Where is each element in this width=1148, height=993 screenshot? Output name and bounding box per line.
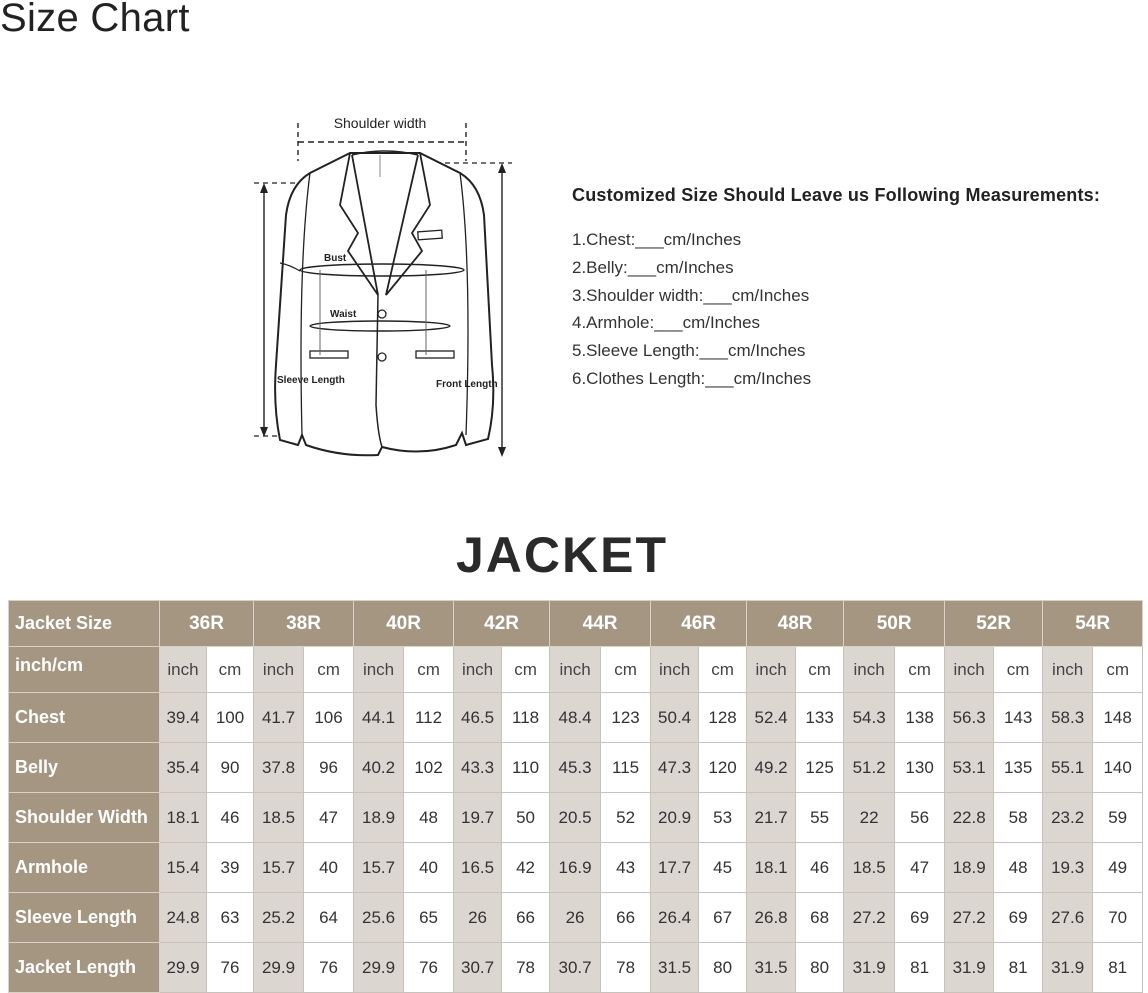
table-cell: 31.9 [1043, 943, 1093, 993]
unit-cm: cm [1093, 647, 1143, 693]
table-cell: 23.2 [1043, 793, 1093, 843]
table-cell: 18.5 [844, 843, 895, 893]
button-icon [378, 353, 386, 361]
table-cell: 55 [796, 793, 844, 843]
table-cell: 30.7 [550, 943, 601, 993]
table-cell: 64 [304, 893, 354, 943]
table-cell: 20.5 [550, 793, 601, 843]
table-cell: 18.5 [254, 793, 304, 843]
table-cell: 48 [994, 843, 1043, 893]
unit-cm: cm [601, 647, 651, 693]
table-cell: 148 [1093, 693, 1143, 743]
table-cell: 50.4 [651, 693, 699, 743]
row-label: Sleeve Length [9, 893, 160, 943]
table-row [9, 693, 1143, 743]
table-cell: 17.7 [651, 843, 699, 893]
page-title: Size Chart [0, 0, 190, 40]
table-cell: 63 [207, 893, 254, 943]
waist-label: Waist [330, 309, 357, 320]
instructions-list [572, 226, 1148, 393]
table-cell: 115 [601, 743, 651, 793]
table-cell: 112 [404, 693, 454, 743]
table-row [9, 893, 1143, 943]
table-cell: 40.2 [354, 743, 404, 793]
table-cell: 90 [207, 743, 254, 793]
table-cell: 40 [304, 843, 354, 893]
unit-inch: inch [354, 647, 404, 693]
table-cell: 15.7 [254, 843, 304, 893]
corner-label: Jacket Size [9, 601, 160, 647]
table-cell: 30.7 [454, 943, 502, 993]
table-row [9, 743, 1143, 793]
table-cell: 106 [304, 693, 354, 743]
table-cell: 29.9 [254, 943, 304, 993]
table-cell: 69 [895, 893, 945, 943]
table-cell: 56.3 [945, 693, 994, 743]
table-cell: 70 [1093, 893, 1143, 943]
size-header: 42R [454, 601, 550, 647]
table-cell: 52.4 [747, 693, 796, 743]
row-label: Jacket Length [9, 943, 160, 993]
unit-inch: inch [454, 647, 502, 693]
table-cell: 16.5 [454, 843, 502, 893]
size-header: 36R [160, 601, 254, 647]
table-cell: 76 [207, 943, 254, 993]
table-cell: 51.2 [844, 743, 895, 793]
unit-inch: inch [651, 647, 699, 693]
table-cell: 27.6 [1043, 893, 1093, 943]
table-cell: 76 [404, 943, 454, 993]
table-cell: 35.4 [160, 743, 207, 793]
table-cell: 96 [304, 743, 354, 793]
table-cell: 59 [1093, 793, 1143, 843]
instruction-item: 5.Sleeve Length:___cm/Inches [572, 341, 806, 361]
size-header: 48R [747, 601, 844, 647]
table-cell: 37.8 [254, 743, 304, 793]
table-cell: 80 [699, 943, 747, 993]
table-cell: 53.1 [945, 743, 994, 793]
table-cell: 26 [550, 893, 601, 943]
size-table [8, 600, 1143, 993]
table-cell: 58.3 [1043, 693, 1093, 743]
table-cell: 20.9 [651, 793, 699, 843]
jacket-diagram [240, 105, 530, 475]
bust-label: Bust [324, 253, 347, 264]
row-label: Armhole [9, 843, 160, 893]
table-cell: 22 [844, 793, 895, 843]
table-cell: 15.4 [160, 843, 207, 893]
table-row [9, 843, 1143, 893]
row-label: Belly [9, 743, 160, 793]
size-header: 50R [844, 601, 945, 647]
unit-cm: cm [502, 647, 550, 693]
table-cell: 18.1 [747, 843, 796, 893]
table-cell: 48.4 [550, 693, 601, 743]
sleeve-length-label: Sleeve Length [277, 375, 345, 386]
size-header: 54R [1043, 601, 1143, 647]
table-cell: 65 [404, 893, 454, 943]
unit-cm: cm [994, 647, 1043, 693]
table-cell: 133 [796, 693, 844, 743]
instruction-item: 3.Shoulder width:___cm/Inches [572, 285, 810, 305]
unit-inch: inch [1043, 647, 1093, 693]
unit-inch: inch [844, 647, 895, 693]
size-header: 52R [945, 601, 1043, 647]
table-cell: 120 [699, 743, 747, 793]
unit-cm: cm [895, 647, 945, 693]
table-cell: 66 [601, 893, 651, 943]
table-cell: 55.1 [1043, 743, 1093, 793]
table-cell: 81 [1093, 943, 1143, 993]
table-cell: 50 [502, 793, 550, 843]
table-cell: 76 [304, 943, 354, 993]
table-unit-row [9, 647, 1143, 693]
table-cell: 18.9 [354, 793, 404, 843]
instructions-title: Customized Size Should Leave us Following Measurements: [572, 185, 1101, 205]
table-cell: 68 [796, 893, 844, 943]
table-row [9, 943, 1143, 993]
table-cell: 49 [1093, 843, 1143, 893]
size-header: 46R [651, 601, 747, 647]
jacket-outline [275, 153, 493, 455]
table-cell: 130 [895, 743, 945, 793]
table-cell: 110 [502, 743, 550, 793]
table-cell: 48 [404, 793, 454, 843]
table-cell: 26 [454, 893, 502, 943]
table-cell: 125 [796, 743, 844, 793]
table-cell: 16.9 [550, 843, 601, 893]
table-cell: 24.8 [160, 893, 207, 943]
table-cell: 18.9 [945, 843, 994, 893]
table-cell: 138 [895, 693, 945, 743]
table-cell: 143 [994, 693, 1043, 743]
table-cell: 29.9 [354, 943, 404, 993]
instruction-item: 4.Armhole:___cm/Inches [572, 313, 761, 333]
table-cell: 69 [994, 893, 1043, 943]
table-cell: 21.7 [747, 793, 796, 843]
size-header: 38R [254, 601, 354, 647]
instruction-item: 6.Clothes Length:___cm/Inches [572, 368, 812, 388]
table-cell: 81 [895, 943, 945, 993]
table-cell: 15.7 [354, 843, 404, 893]
section-title: JACKET [455, 527, 669, 583]
shoulder-width-label: Shoulder width [333, 115, 427, 131]
table-cell: 128 [699, 693, 747, 743]
table-cell: 39.4 [160, 693, 207, 743]
table-cell: 100 [207, 693, 254, 743]
table-cell: 43.3 [454, 743, 502, 793]
table-cell: 25.2 [254, 893, 304, 943]
table-cell: 25.6 [354, 893, 404, 943]
table-cell: 31.5 [747, 943, 796, 993]
unit-cm: cm [404, 647, 454, 693]
unit-inch: inch [550, 647, 601, 693]
table-cell: 29.9 [160, 943, 207, 993]
table-cell: 19.7 [454, 793, 502, 843]
table-cell: 31.5 [651, 943, 699, 993]
row-label: Chest [9, 693, 160, 743]
table-cell: 19.3 [1043, 843, 1093, 893]
front-length-label: Front Length [436, 379, 498, 390]
table-cell: 39 [207, 843, 254, 893]
table-cell: 47.3 [651, 743, 699, 793]
unit-cm: cm [207, 647, 254, 693]
table-cell: 22.8 [945, 793, 994, 843]
table-cell: 27.2 [945, 893, 994, 943]
unit-inch: inch [254, 647, 304, 693]
table-cell: 26.4 [651, 893, 699, 943]
table-cell: 40 [404, 843, 454, 893]
instruction-item: 1.Chest:___cm/Inches [572, 230, 742, 249]
table-cell: 18.1 [160, 793, 207, 843]
button-icon [378, 310, 386, 318]
table-cell: 56 [895, 793, 945, 843]
table-cell: 81 [994, 943, 1043, 993]
table-row [9, 793, 1143, 843]
size-header: 40R [354, 601, 454, 647]
row-label: Shoulder Width [9, 793, 160, 843]
table-cell: 140 [1093, 743, 1143, 793]
table-cell: 78 [502, 943, 550, 993]
unit-cm: cm [699, 647, 747, 693]
table-cell: 118 [502, 693, 550, 743]
table-cell: 53 [699, 793, 747, 843]
unit-label: inch/cm [9, 647, 160, 693]
measurement-instructions [572, 185, 1148, 393]
instruction-item: 2.Belly:___cm/Inches [572, 257, 734, 277]
table-cell: 102 [404, 743, 454, 793]
table-cell: 45.3 [550, 743, 601, 793]
table-cell: 123 [601, 693, 651, 743]
unit-inch: inch [945, 647, 994, 693]
unit-cm: cm [796, 647, 844, 693]
table-cell: 46 [796, 843, 844, 893]
table-cell: 46.5 [454, 693, 502, 743]
table-cell: 52 [601, 793, 651, 843]
table-cell: 67 [699, 893, 747, 943]
table-cell: 27.2 [844, 893, 895, 943]
table-cell: 31.9 [844, 943, 895, 993]
table-cell: 54.3 [844, 693, 895, 743]
table-cell: 26.8 [747, 893, 796, 943]
unit-inch: inch [747, 647, 796, 693]
table-header-row [9, 601, 1143, 647]
table-cell: 135 [994, 743, 1043, 793]
table-cell: 47 [895, 843, 945, 893]
unit-cm: cm [304, 647, 354, 693]
table-cell: 80 [796, 943, 844, 993]
table-cell: 47 [304, 793, 354, 843]
table-cell: 43 [601, 843, 651, 893]
table-cell: 46 [207, 793, 254, 843]
table-cell: 31.9 [945, 943, 994, 993]
table-cell: 58 [994, 793, 1043, 843]
table-cell: 41.7 [254, 693, 304, 743]
table-cell: 66 [502, 893, 550, 943]
table-cell: 78 [601, 943, 651, 993]
unit-inch: inch [160, 647, 207, 693]
table-cell: 42 [502, 843, 550, 893]
table-cell: 44.1 [354, 693, 404, 743]
table-cell: 49.2 [747, 743, 796, 793]
table-cell: 45 [699, 843, 747, 893]
size-header: 44R [550, 601, 651, 647]
